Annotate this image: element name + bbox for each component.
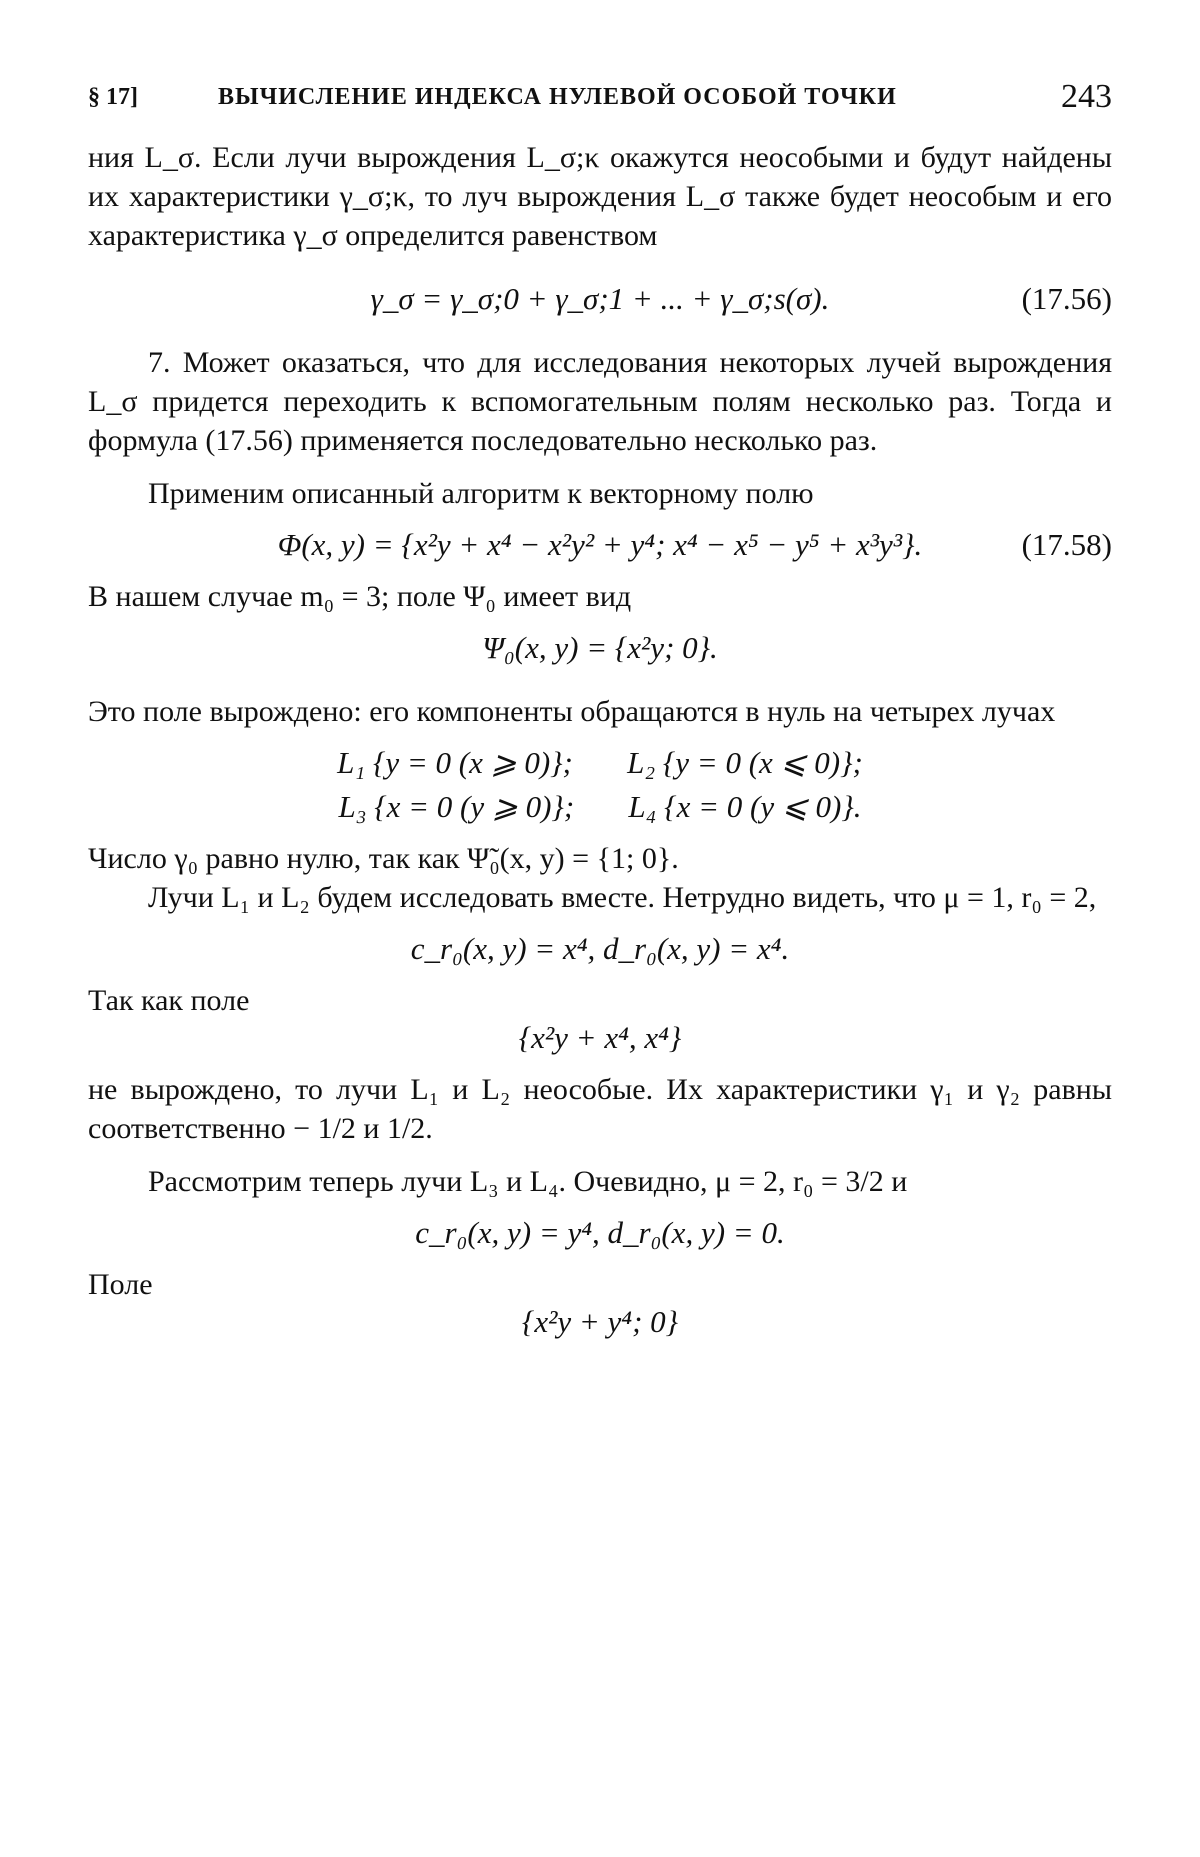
equation-field-2 (88, 1304, 1112, 1340)
equation-psi0-body: Ψ₀(x, y) = {x²y; 0}. (482, 630, 718, 665)
equation-c-d-l3-l4 (88, 1215, 1112, 1251)
paragraph-11: Поле (88, 1268, 153, 1301)
ray-l2: L₂ {y = 0 (x ⩽ 0)}; (627, 745, 863, 780)
chapter-title: ВЫЧИСЛЕНИЕ ИНДЕКСА НУЛЕВОЙ ОСОБОЙ ТОЧКИ (218, 84, 897, 110)
book-page (88, 78, 1112, 1818)
equation-17-58-body: Φ(x, y) = {x²y + x⁴ − x²y² + y⁴; x⁴ − x⁵ − y⁵ + x³y³}. (277, 527, 923, 562)
paragraph-4: В нашем случае m₀ = 3; поле Ψ₀ имеет вид (88, 580, 632, 613)
equation-rays-3-4 (88, 789, 1112, 825)
equation-17-56-body: γ_σ = γ_σ;0 + γ_σ;1 + ... + γ_σ;s(σ). (370, 281, 830, 316)
ray-l1: L₁ {y = 0 (x ⩾ 0)}; (337, 745, 573, 780)
equation-field-1-body: {x²y + x⁴, x⁴} (518, 1020, 682, 1055)
paragraph-6: Число γ₀ равно нулю, так как Ψ̃₀(x, y) = {1; 0}. (88, 842, 679, 875)
ray-l3: L₃ {x = 0 (y ⩾ 0)}; (338, 789, 575, 824)
paragraph-5: Это поле вырождено: его компоненты обращаются в нуль на четырех лучах (88, 695, 1056, 728)
running-header (88, 78, 1112, 138)
equation-c-d-l1-l2-body: c_r₀(x, y) = x⁴, d_r₀(x, y) = x⁴. (410, 931, 790, 966)
equation-17-56 (88, 281, 1112, 317)
equation-psi0 (88, 630, 1112, 666)
paragraph-8: Так как поле (88, 984, 250, 1017)
paragraph-2: 7. Может оказаться, что для исследования некоторых лучей вырождения L_σ придется переходить к вспомогательным полям несколько раз. Тогда и формула (17.56) применяется последовательно несколько раз. (88, 346, 1112, 457)
equation-field-1 (88, 1020, 1112, 1056)
equation-17-58 (88, 527, 1112, 563)
paragraph-1: ния L_σ. Если лучи вырождения L_σ;κ окажутся неособыми и будут найдены их характеристики γ_σ;κ, то луч вырождения L_σ также будет неособым и его характеристика γ_σ определится равенством (88, 141, 1112, 252)
equation-c-d-l3-l4-body: c_r₀(x, y) = y⁴, d_r₀(x, y) = 0. (415, 1215, 785, 1250)
equation-field-2-body: {x²y + y⁴; 0} (521, 1304, 679, 1339)
section-number: § 17] (88, 84, 138, 110)
paragraph-3: Применим описанный алгоритм к векторному полю (148, 477, 814, 510)
equation-17-56-number: (17.56) (1021, 281, 1112, 316)
paragraph-7: Лучи L₁ и L₂ будем исследовать вместе. Нетрудно видеть, что μ = 1, r₀ = 2, (148, 881, 1097, 914)
equation-c-d-l1-l2 (88, 931, 1112, 967)
ray-l4: L₄ {x = 0 (y ⩽ 0)}. (628, 789, 862, 824)
paragraph-9: не вырождено, то лучи L₁ и L₂ неособые. Их характеристики γ₁ и γ₂ равны соответственно − 1/2 и 1/2. (88, 1073, 1112, 1145)
equation-rays-1-2 (88, 745, 1112, 781)
equation-17-58-number: (17.58) (1021, 527, 1112, 562)
paragraph-10: Рассмотрим теперь лучи L₃ и L₄. Очевидно, μ = 2, r₀ = 3/2 и (148, 1165, 908, 1198)
page-number: 243 (1061, 78, 1112, 115)
